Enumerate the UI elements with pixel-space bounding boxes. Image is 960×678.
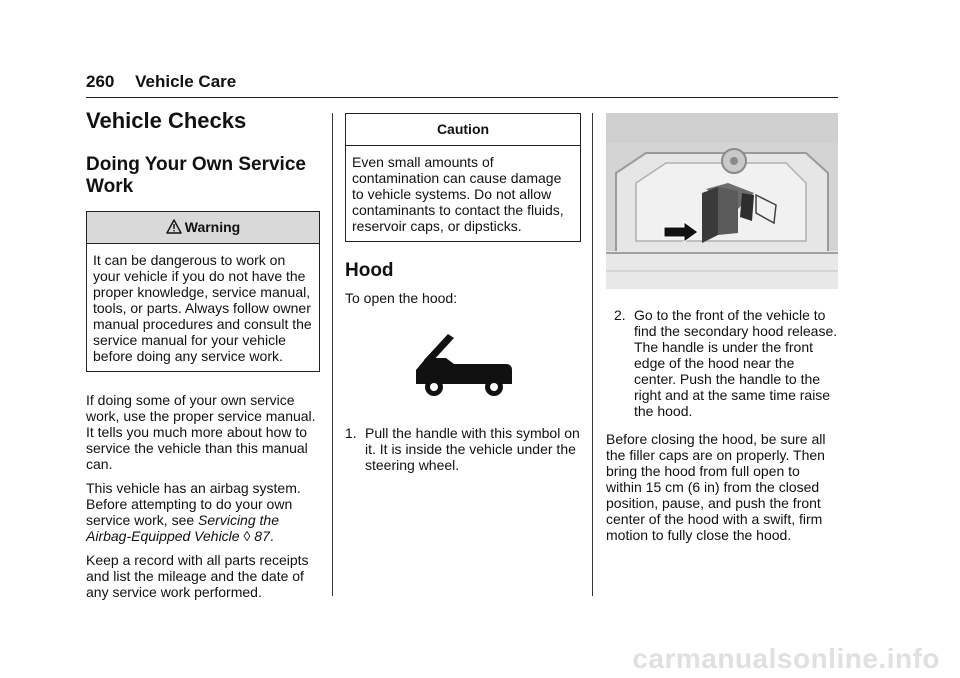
secondary-hood-release-photo bbox=[606, 113, 838, 289]
column-divider-2 bbox=[592, 113, 593, 596]
hood-release-symbol bbox=[345, 324, 581, 409]
step-1-text: Pull the handle with this symbol on it. It is inside the vehicle under the steering wheel. bbox=[365, 425, 580, 473]
closing-hood-paragraph: Before closing the hood, be sure all the filler caps are on properly. Then bring the hood from full open to within 15 cm (6 in) from the closed position, pause, and push the front center of the hood with a swift, firm motion to fully close the hood. bbox=[606, 431, 826, 543]
page-title: Vehicle Checks bbox=[86, 108, 247, 133]
paragraph-2 bbox=[86, 480, 320, 544]
warning-triangle-icon bbox=[166, 219, 182, 234]
warning-text: It can be dangerous to work on your vehicle if you do not have the proper knowledge, service manual, tools, or parts. Always follow owner manual procedures and consult the service manual for your vehicle before doing any service work. bbox=[93, 252, 312, 364]
page-number: 260 bbox=[86, 72, 115, 91]
warning-header bbox=[87, 212, 319, 244]
page-reference[interactable]: 87 bbox=[254, 528, 270, 544]
airbag-link[interactable]: Servicing the Airbag-Equipped Vehicle bbox=[86, 512, 279, 544]
page-ref-icon: ◊ bbox=[243, 528, 251, 544]
paragraph-2-text: This vehicle has an airbag system. Before attempting to do your own service work, see bbox=[86, 480, 301, 528]
step-2-number: 2. bbox=[614, 307, 626, 323]
section-title: Vehicle Care bbox=[135, 72, 237, 91]
watermark: carmanualsonline.info bbox=[632, 643, 940, 674]
paragraph-2-end: . bbox=[269, 528, 274, 544]
paragraph-3: Keep a record with all parts receipts and list the mileage and the date of any service work performed. bbox=[86, 552, 309, 600]
column-divider-1 bbox=[332, 113, 333, 596]
column-2 bbox=[345, 113, 581, 473]
step-1-number: 1. bbox=[345, 425, 357, 441]
hood-intro: To open the hood: bbox=[345, 290, 458, 306]
hood-heading: Hood bbox=[345, 260, 394, 281]
page-header bbox=[86, 72, 236, 92]
step-2-text: Go to the front of the vehicle to find the secondary hood release. The handle is under the front edge of the hood near the center. Push the handle to the right and at the same time raise the hood. bbox=[634, 307, 838, 419]
column-3 bbox=[606, 113, 838, 551]
hood-latch-illustration bbox=[606, 113, 838, 289]
caution-text: Even small amounts of contamination can cause damage to vehicle systems. Do not allow contaminants to contact the fluids, reservoir caps, or dipsticks. bbox=[352, 154, 564, 234]
step-1 bbox=[345, 425, 581, 473]
section-heading: Doing Your Own Service Work bbox=[86, 154, 306, 197]
paragraph-1: If doing some of your own service work, use the proper service manual. It tells you much more about how to service the vehicle than this manual can. bbox=[86, 392, 316, 472]
warning-label: Warning bbox=[184, 219, 241, 235]
column-1 bbox=[86, 108, 320, 608]
step-2 bbox=[614, 307, 838, 419]
warning-box bbox=[86, 211, 320, 372]
header-rule bbox=[86, 97, 838, 98]
caution-box bbox=[345, 113, 581, 242]
caution-header: Caution bbox=[346, 114, 580, 146]
car-hood-open-icon bbox=[408, 324, 518, 404]
